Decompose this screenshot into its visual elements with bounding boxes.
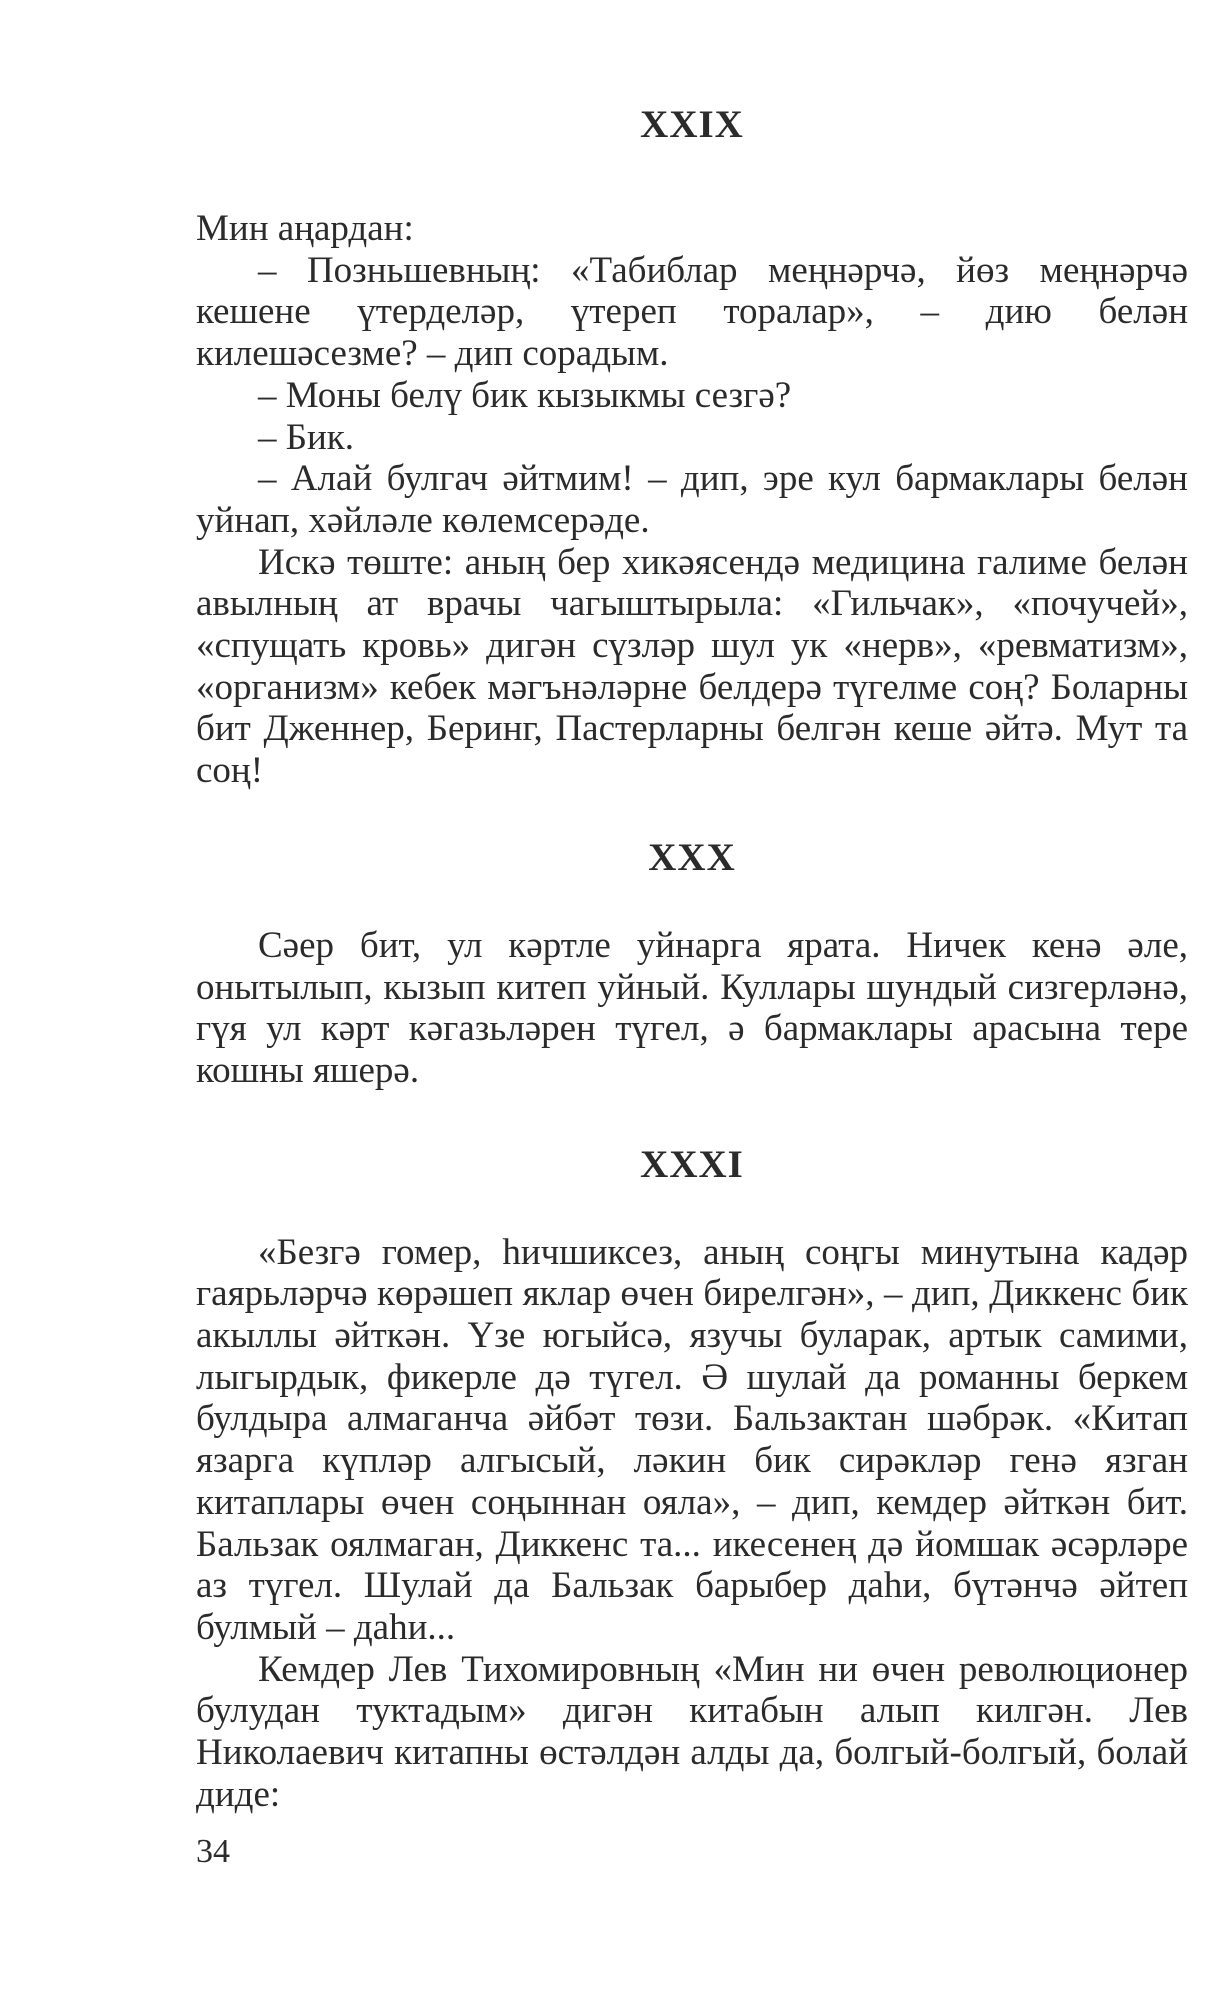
paragraph: – Алай булгач әйтмим! – дип, эре кул бармаклары белән уйнап, хәйләле көлемсерәде. bbox=[196, 458, 1188, 541]
paragraph: – Позньшевның: «Табиблар меңнәрчә, йөз меңнәрчә кешене үтерделәр, үтереп торалар», – дию белән килешәсезме? – дип сорадым. bbox=[196, 249, 1188, 375]
section-title: XXXI bbox=[640, 1142, 744, 1186]
paragraph: «Безгә гомер, һичшиксез, аның соңгы минутына кадәр гаярьләрчә көрәшеп яклар өчен бирелгән», – дип, Диккенс бик акыллы әйткән. Үзе югыйсә, язучы буларак, артык самими, лыгырдык, фикерле дә түгел. Ә шулай да романны беркем булдыра алмаганча әйбәт төзи. Бальзактан шәбрәк. «Китап язарга күпләр алгысый, ләкин бик сирәкләр генә язган китаплары өчен соңыннан ояла», – дип, кемдер әйткән бит. Бальзак оялмаган, Диккенс та... икесенең дә йомшак әсәрләре аз түгел. Шулай да Бальзак барыбер даһи, бүтәнчә әйтеп булмый – даһи... bbox=[196, 1231, 1188, 1648]
paragraph: Сәер бит, ул кәртле уйнарга ярата. Ничек кенә әле, онытылып, кызып китеп уйный. Куллары шундый сизгерләнә, гүя ул кәрт кәгазьләрен түгел, ә бармаклары арасына тере кошны яшерә. bbox=[196, 924, 1188, 1091]
paragraph: Кемдер Лев Тихомировның «Мин ни өчен революционер булудан туктадым» дигән китабын алып килгән. Лев Николаевич китапны өстәлдән алды да, болгый-болгый, болай диде: bbox=[196, 1648, 1188, 1815]
page-number: 34 bbox=[196, 1833, 230, 1870]
paragraph: Мин аңардан: bbox=[196, 208, 414, 249]
section-title: XXX bbox=[648, 835, 736, 879]
paragraph: – Бик. bbox=[258, 416, 355, 458]
paragraph: – Моны белү бик кызыкмы сезгә? bbox=[258, 374, 792, 416]
section-title: XXIX bbox=[640, 103, 744, 146]
book-page bbox=[196, 105, 1188, 1816]
paragraph: Искә төште: аның бер хикәясендә медицина галиме белән авылның ат врачы чагыштырыла: «Гильчак», «почучей», «спущать кровь» дигән сүзләр шул ук «нерв», «ревматизм», «организм» кебек мәгънәләрне белдерә түгелме соң? Боларны бит Дженнер, Беринг, Пастерларны белгән кеше әйтә. Мут та соң! bbox=[196, 541, 1188, 792]
